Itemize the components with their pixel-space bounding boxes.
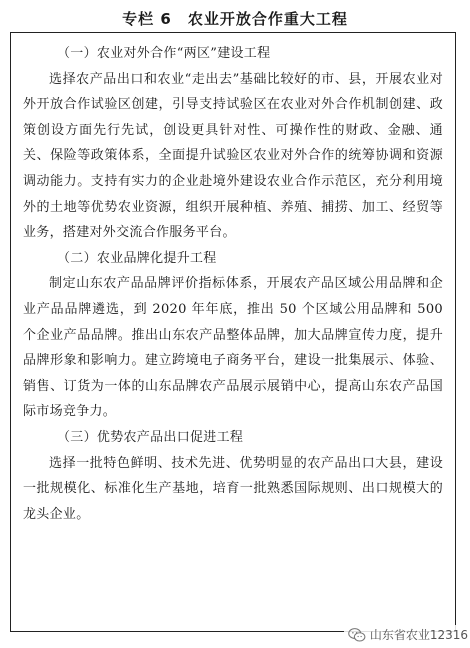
section-3-heading: （三）优势农产品出口促进工程 — [57, 429, 244, 445]
column-content — [23, 41, 443, 527]
section-1-body: 选择农产品出口和农业“走出去”基础比较好的市、县，开展农业对外开放合作试验区创建，引导支持试验区在农业对外合作机制创建、政策创设方面先行先试，创设更具针对性、可操作性的财政、金融、通关、保险等政策体系，全面提升试验区农业对外合作的统筹协调和资源调动能力。支持有实力的企业赴境外建设农业合作示范区，充分利用境外的土地等优势农业资源，组织开展种植、养殖、捕捞、加工、经贸等业务，搭建对外交流合作服务平台。 — [23, 71, 443, 241]
wechat-icon — [348, 627, 366, 643]
section-2-body: 制定山东农产品品牌评价指标体系，开展农产品区域公用品牌和企业产品品牌遴选，到 2020 年年底，推出 50 个区域公用品牌和 500 个企业产品品牌。推出山东农产品整体品牌，加大品牌宣传力度，提升品牌形象和影响力。建立跨境电子商务平台，建设一批集展示、体验、销售、订货为一体的山东品牌农产品展示展销中心，提高山东农产品国际市场竞争力。 — [23, 276, 443, 420]
section-1-heading: （一）农业对外合作“两区”建设工程 — [57, 46, 271, 61]
column-box — [10, 32, 456, 632]
section-3-body: 选择一批特色鲜明、技术先进、优势明显的农产品出口大县，建设一批规模化、标准化生产基地，培育一批熟悉国际规则、出口规模大的龙头企业。 — [23, 455, 443, 522]
page-title: 专栏 6 农业开放合作重大工程 — [122, 10, 348, 28]
watermark-text: 山东省农业12316 — [369, 628, 468, 642]
wechat-watermark — [344, 625, 470, 644]
section-2-heading: （二）农业品牌化提升工程 — [57, 250, 217, 266]
